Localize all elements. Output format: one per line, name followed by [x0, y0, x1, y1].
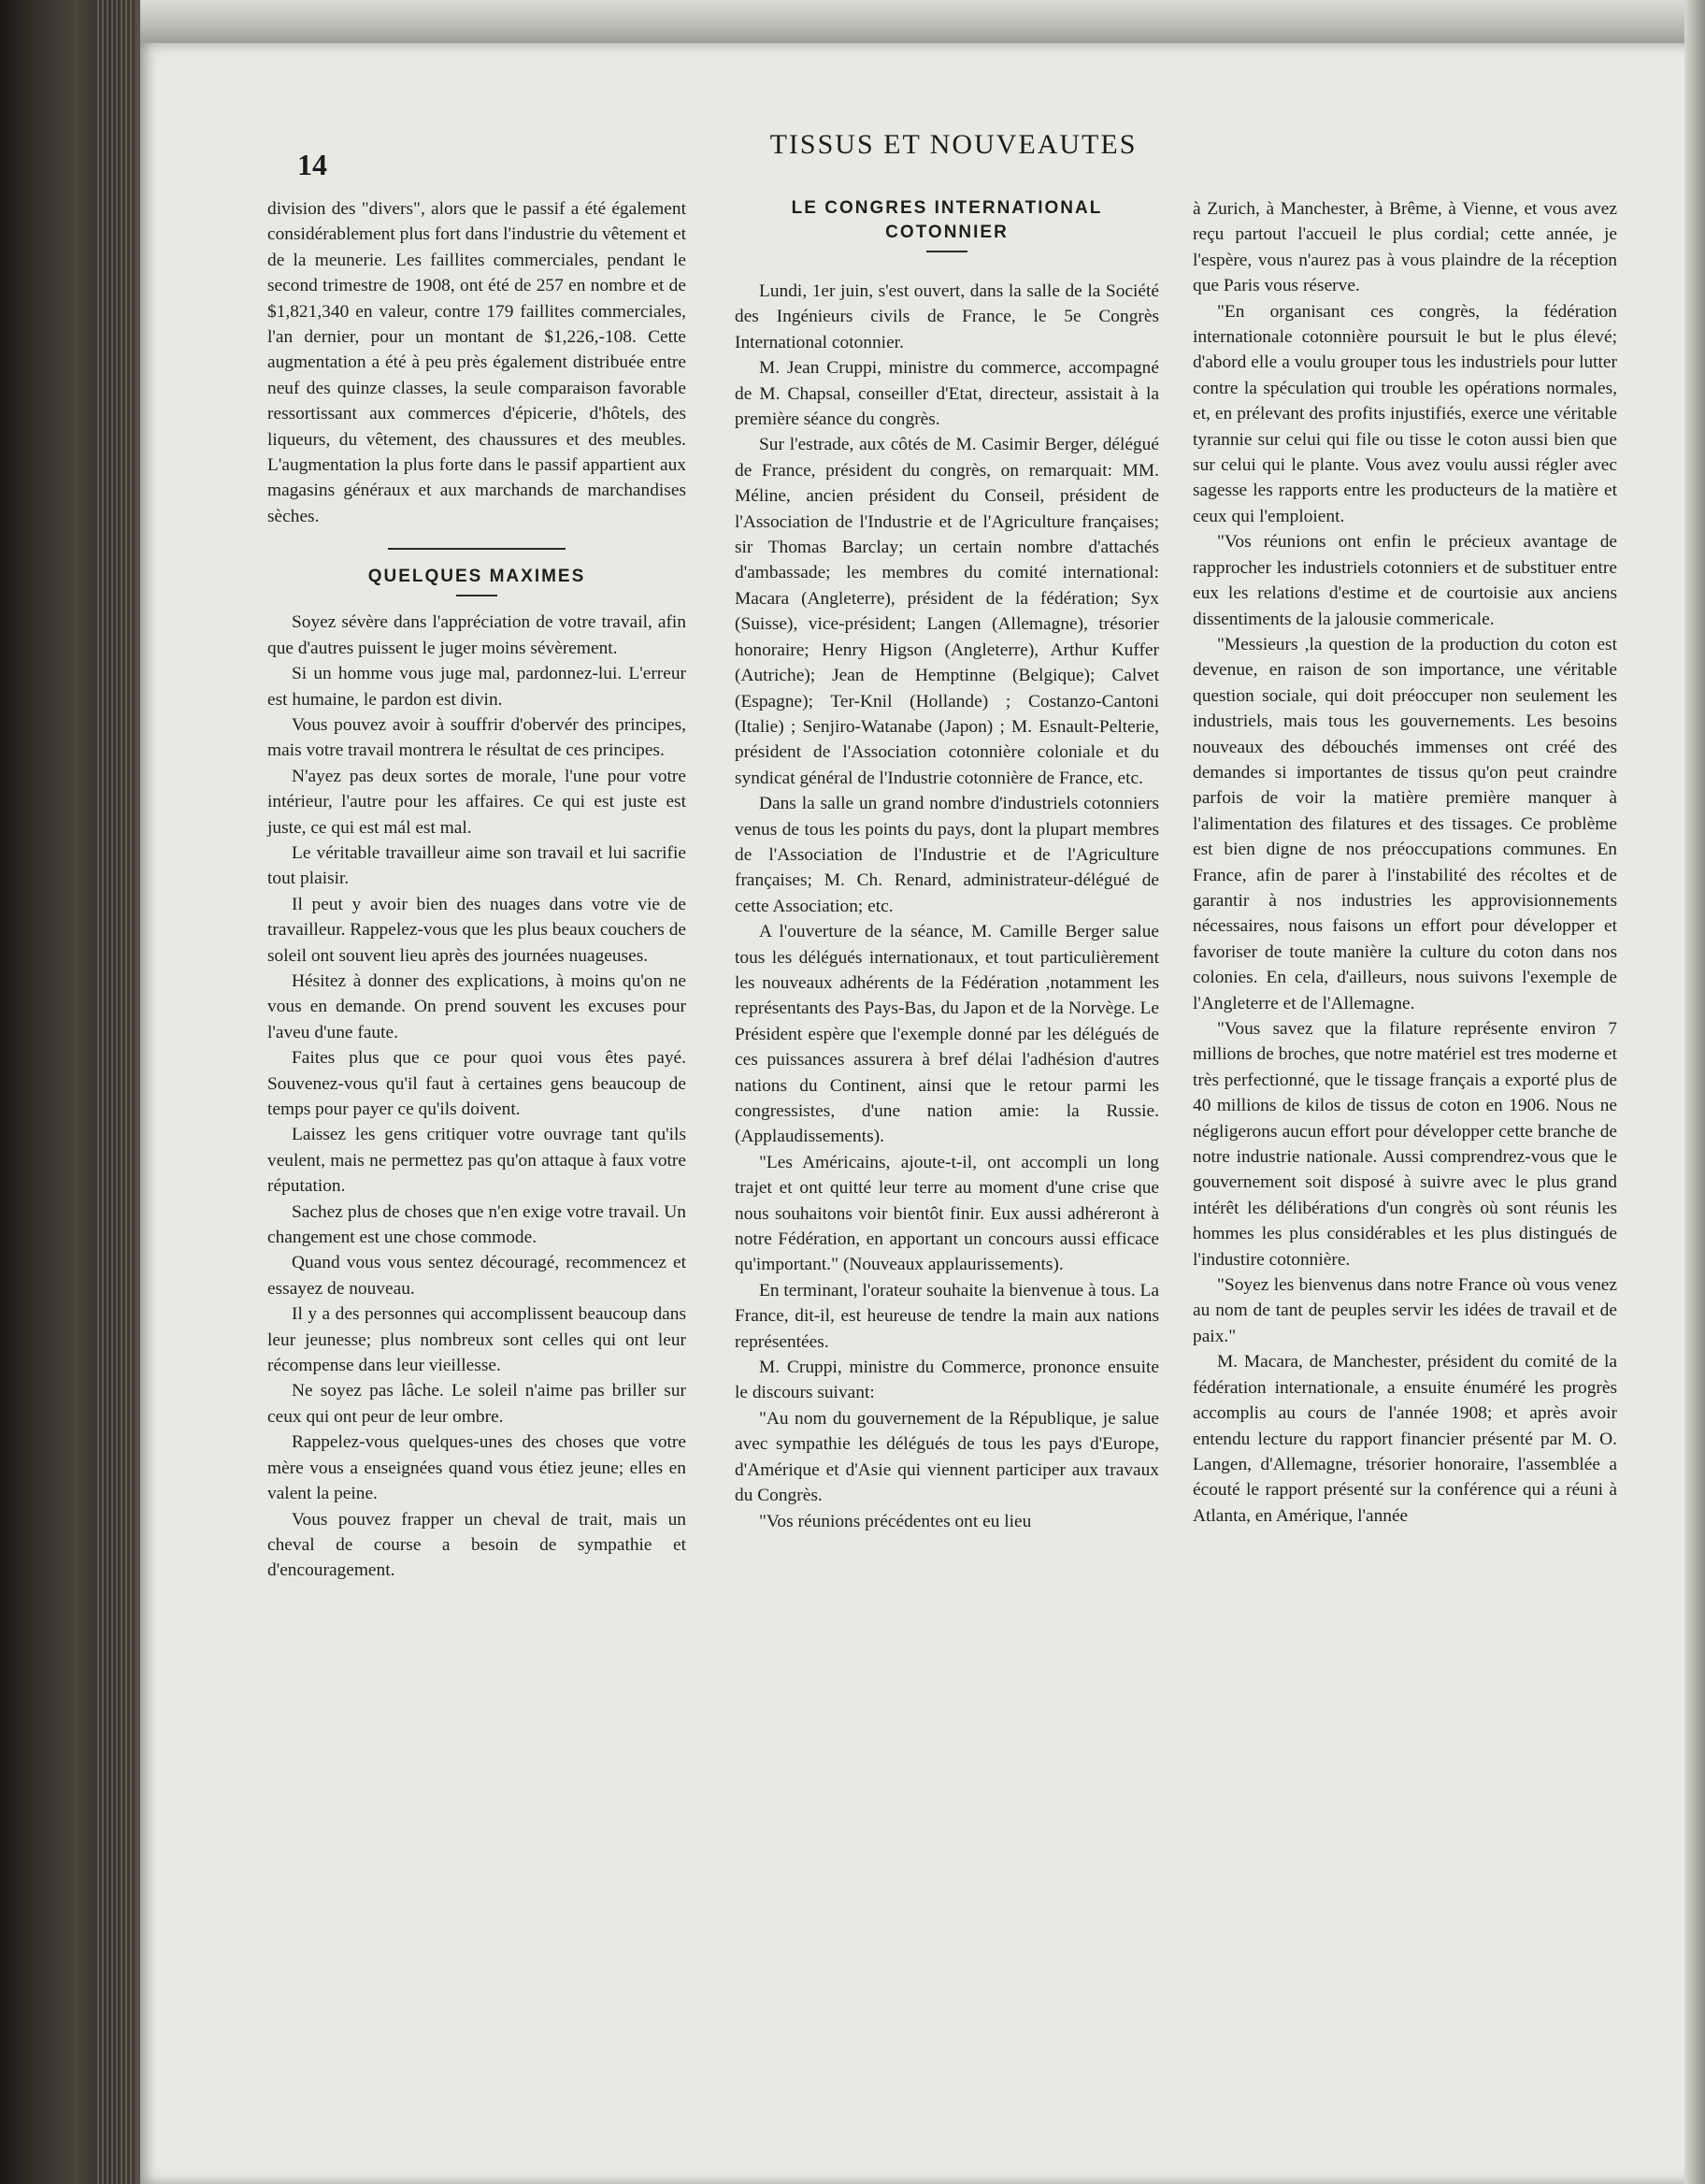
paragraph: "Soyez les bienvenus dans notre France où vous venez au nom de tant de peuples servir les idées de travail et de paix." — [1193, 1275, 1617, 1346]
section-heading-congres: LE CONGRES INTERNATIONAL COTONNIER — [791, 198, 1103, 242]
paragraph: Lundi, 1er juin, s'est ouvert, dans la salle de la Société des Ingénieurs civils de France, le 5e Congrès International cotonnier. — [735, 281, 1159, 352]
maxime: Sachez plus de choses que n'en exige votre travail. Un changement est une chose commode. — [267, 1201, 686, 1248]
paragraph: "Vos réunions ont enfin le précieux avantage de rapprocher les industriels cotonniers et de substituer entre eux les relations d'estime et de courtoisie aux anciens dissentiments de la jalousie commericale. — [1193, 532, 1617, 629]
maxime: Hésitez à donner des explications, à moins qu'on ne vous en demande. On prend souvent les excuses pour l'aveu d'une faute. — [267, 970, 686, 1042]
maxime: Vous pouvez avoir à souffrir d'obervér des principes, mais votre travail montrera le résultat de ces principes. — [267, 714, 686, 761]
maxime: Le véritable travailleur aime son travail et lui sacrifie tout plaisir. — [267, 842, 686, 889]
paragraph: M. Macara, de Manchester, président du comité de la fédération internationale, a ensuite énuméré les progrès accomplis au cours de l'année 1908; et après avoir entendu lecture du rapport financier présenté par M. O. Langen, d'Allemagne, trésorier honoraire, l'assemblée a écouté le rapport présenté sur la conférence qui a réuni à Atlanta, en Amérique, l'année — [1193, 1352, 1617, 1526]
column-2 — [735, 196, 1159, 1534]
running-title: TISSUS ET NOUVEAUTES — [769, 129, 1138, 160]
paragraph: En terminant, l'orateur souhaite la bienvenue à tous. La France, dit-il, est heureuse de tendre la main aux nations représentées. — [735, 1280, 1159, 1352]
paragraph: Sur l'estrade, aux côtés de M. Casimir Berger, délégué de France, président du congrès, on remarquait: MM. Méline, ancien président du Conseil, président de l'Association de l'Industrie et de l'Agriculture françaises; sir Thomas Barclay; un certain nombre d'attachés d'ambassade; les membres du comité international: Macara (Angleterre), président de la fédération; Syx (Suisse), vice-président; Langen (Allemagne), trésorier honoraire; Henry Higson (Angleterre), Arthur Kuffer (Autriche); Jean de Hemptinne (Belgique); Calvet (Espagne); Ter-Knil (Hollande) ; Costanzo-Cantoni (Italie) ; Senjiro-Watanabe (Japon) ; M. Esnault-Pelterie, président de l'Association cotonnière coloniale et du syndicat général de l'Industrie cotonnière de France, etc. — [735, 435, 1159, 788]
paragraph: division des "divers", alors que le passif a été également considérablement plus fort dans l'industrie du vêtement et de la meunerie. Les faillites commerciales, pendant le second trimestre de 1908, ont été de 257 en nombre et de $1,821,340 en valeur, contre 179 faillites commerciales, l'an dernier, pour un montant de $1,226,-108. Cette augmentation a été à peu près également distribuée entre neuf des quinze classes, la seule comparaison favorable ressortissant aux commerces d'épicerie, d'hôtels, des liqueurs, du vêtement, des chaussures et des meubles. L'augmentation la plus forte dans le passif appartient aux magasins généraux et aux marchands de marchandises sèches. — [267, 199, 686, 526]
heading-underline — [926, 251, 967, 252]
paragraph: "Les Américains, ajoute-t-il, ont accompli un long trajet et ont quitté leur terre au moment d'une crise que nous souhaitons voir bientôt finir. Eux aussi adhéreront à notre Fédération, en apportant un concours aussi efficace qu'important." (Nouveaux applaurissements). — [735, 1152, 1159, 1275]
page-right-edge — [1684, 0, 1705, 2184]
maxime: Ne soyez pas lâche. Le soleil n'aime pas briller sur ceux qui ont peur de leur ombre. — [267, 1381, 686, 1427]
maxime: Vous pouvez frapper un cheval de trait, mais un cheval de course a besoin de sympathie et d'encouragement. — [267, 1509, 686, 1581]
maxime: Il peut y avoir bien des nuages dans votre vie de travailleur. Rappelez-vous que les plus beaux couchers de soleil ont souvent lieu après des journées nuageuses. — [267, 894, 686, 966]
paragraph: "Messieurs ,la question de la production du coton est devenue, en raison de son importance, une véritable question sociale, qui doit préoccuper non seulement les industriels, mais tous les gouvernements. Les besoins nouveaux des débouchés immenses ont créé des demandes si importantes de tissus qu'on peut craindre parfois de voir la matière première manquer à l'alimentation des filatures et des tissages. Ce problème est bien digne de nos préoccupations communes. En France, afin de parer à l'instabilité des récoltes et de garantir à nos industries les approvisionnements nécessaires, nous faisons un effort pour développer et favoriser de toute manière la culture du coton dans nos colonies. En cela, d'ailleurs, nous suivons l'exemple de l'Angleterre et de l'Allemagne. — [1193, 634, 1617, 1013]
maxime: Quand vous vous sentez découragé, recommencez et essayez de nouveau. — [267, 1253, 686, 1299]
maxime: Si un homme vous juge mal, pardonnez-lui. L'erreur est humaine, le pardon est divin. — [267, 664, 686, 710]
page-number: 14 — [297, 148, 327, 181]
maxime: Laissez les gens critiquer votre ouvrage tant qu'ils veulent, mais ne permettez pas qu'on attaque à faux votre réputation. — [267, 1125, 686, 1197]
paragraph: à Zurich, à Manchester, à Brême, à Vienne, et vous avez reçu partout l'accueil le plus cordial; cette année, je l'espère, vous n'aurez pas à vous plaindre de la réception que Paris vous réserve. — [1193, 199, 1617, 296]
paragraph: "Vos réunions précédentes ont eu lieu — [759, 1511, 1032, 1531]
paragraph: M. Jean Cruppi, ministre du commerce, accompagné de M. Chapsal, conseiller d'Etat, directeur, assistait à la première séance du congrès. — [735, 358, 1159, 430]
paragraph: M. Cruppi, ministre du Commerce, prononce ensuite le discours suivant: — [735, 1358, 1159, 1403]
paragraph: "Au nom du gouvernement de la République, je salue avec sympathie les délégués de tous les pays d'Europe, d'Amérique et d'Asie qui viennent participer aux travaux du Congrès. — [735, 1408, 1159, 1506]
maxime: Soyez sévère dans l'appréciation de votre travail, afin que d'autres puissent le juger moins sévèrement. — [267, 612, 686, 658]
paragraph: "Vous savez que la filature représente environ 7 millions de broches, que notre matériel est tres moderne et très perfectionné, que le tissage français a exporté plus de 40 millions de kilos de tissus de coton en 1906. Nous ne négligerons aucun effort pour développer cette branche de notre industrie nationale. Aussi comprendrez-vous que le gouvernement soit disposé à suivre avec le plus grand intérêt les délibérations d'un congrès où sont réunis les hommes les plus considérables et les plus distingués de l'industire cotonnière. — [1193, 1019, 1617, 1270]
paragraph: Dans la salle un grand nombre d'industriels cotonniers venus de tous les points du pays, dont la plupart membres de l'Association de l'Industrie et de l'Agriculture françaises; M. Ch. Renard, administrateur-délégué de cette Association; etc. — [735, 794, 1159, 916]
column-3 — [1193, 196, 1617, 1529]
section-divider — [388, 548, 566, 550]
binding-page-edges — [97, 0, 135, 2184]
maxime: Faites plus que ce pour quoi vous êtes payé. Souvenez-vous qu'il faut à certaines gens beaucoup de temps pour payer ce qu'ils doivent. — [267, 1048, 686, 1119]
paragraph: A l'ouverture de la séance, M. Camille Berger salue tous les délégués internationaux, et tout particulièrement les nouveaux adhérents de la Fédération ,notamment les représentants des Pays-Bas, du Japon et de la Norvège. Le Président espère que l'exemple donné par les délégués de ces puissances assurera à bref délai l'adhésion d'autres nations du Continent, ainsi que le retour parmi les congressistes, d'une nation amie: la Russie. (Applaudissements). — [735, 922, 1159, 1147]
paragraph: "En organisant ces congrès, la fédération internationale cotonnière poursuit le but le plus élevé; d'abord elle a voulu grouper tous les industriels pour lutter contre la spéculation qui trouble les opérations normales, et, en prélevant des profits injustifiés, exerce une véritable tyrannie sur celui qui file ou tisse le coton aussi bien que sur celui qui le plante. Vous avez voulu aussi régler avec sagesse les rapports entre les producteurs de la matière et ceux qui l'emploient. — [1193, 301, 1617, 526]
column-1 — [267, 196, 686, 1584]
page-top-edge — [140, 0, 1705, 43]
maxime: Il y a des personnes qui accomplissent beaucoup dans leur jeunesse; plus nombreux sont celles qui ont leur récompense dans leur vieillesse. — [267, 1304, 686, 1376]
section-heading-maximes: QUELQUES MAXIMES — [367, 567, 586, 587]
heading-underline — [456, 595, 497, 596]
maxime: Rappelez-vous quelques-unes des choses que votre mère vous a enseignées quand vous étiez jeune; elles en valent la peine. — [267, 1432, 686, 1504]
maxime: N'ayez pas deux sortes de morale, l'une pour votre intérieur, l'autre pour les affaires. Ce qui est juste est juste, ce qui est mál est mal. — [267, 766, 686, 838]
book-binding — [0, 0, 140, 2184]
